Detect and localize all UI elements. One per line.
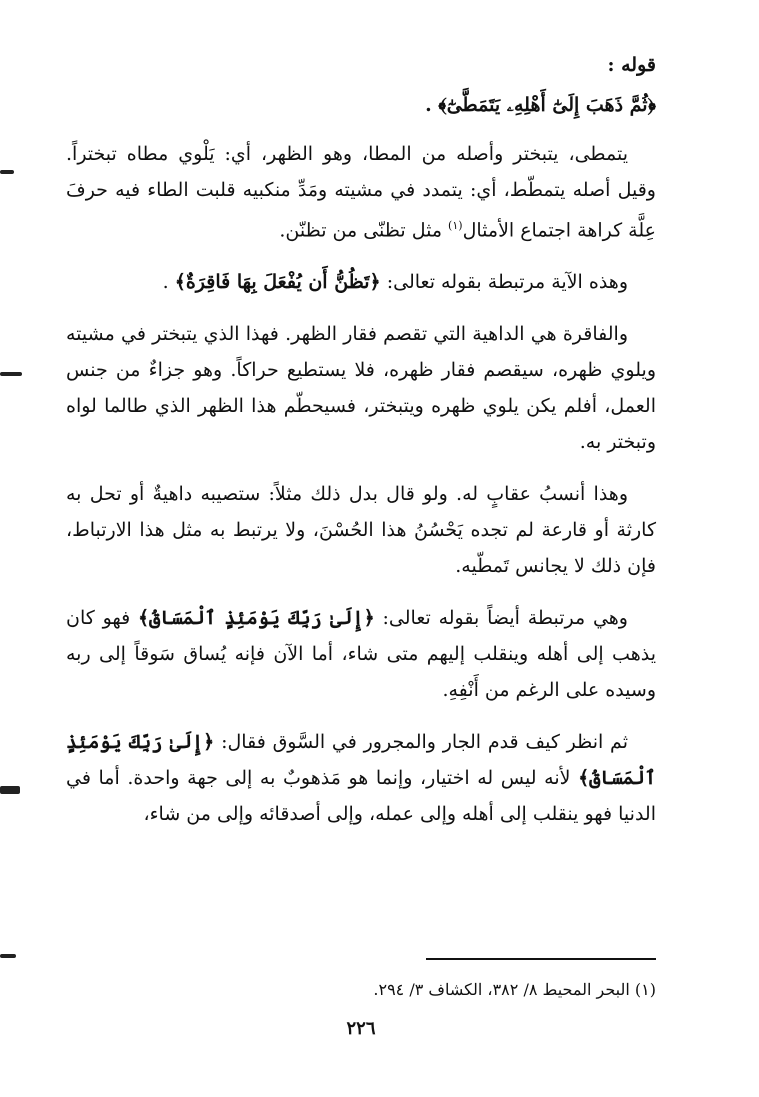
paragraph-6-text-after: لأنه ليس له اختيار، وإنما هو مَذهوبٌ به إلى جهة واحدة. أما في الدنيا فهو ينقلب إلى أهله وإلى عمله، وإلى أصدقائه وإلى من شاء، [66,767,656,826]
footnote: (١) البحر المحيط ٨/ ٣٨٢، الكشاف ٣/ ٢٩٤. [373,980,656,999]
paragraph-1-text: يتمطى، يتبختر وأصله من المطا، وهو الظهر، أي: يَلْوي مطاه تبختراً. وقيل أصله يتمطّط، أي: يتمدد في مشيته ومَدِّ منكبيه قلبت الطاء فيه حرفَ عِلَّة كراهة اجتماع الأمثال [66,143,656,242]
paragraph-2 [66,264,656,300]
heading: قوله : [607,54,656,76]
paragraph-5-verse: ﴿إِلَىٰ رَبِّكَ يَوْمَئِذٍ ٱلْمَسَاقُ﴾ [138,607,375,630]
page-number: ٢٢٦ [346,1018,376,1039]
verse-opening: ﴿ثُمَّ ذَهَبَ إِلَىٰٓ أَهْلِهِۦ يَتَمَطَّىٰٓ﴾ . [425,94,656,116]
book-page [66,38,656,1068]
paragraph-3: والفاقرة هي الداهية التي تقصم فقار الظهر. فهذا الذي يتبختر في مشيته ويلوي ظهره، سيقصم فقار ظهره، فلا يستطيع حراكاً. وهو جزاءٌ من جنس العمل، أفلم يكن يلوي ظهره ويتبختر، فسيحطّم هذا الظهر الذي طالما لواه وتبختر به. [66,323,656,454]
paragraph-5 [66,600,656,708]
paragraph-5-text-after: فهو كان يذهب إلى أهله وينقلب إليهم متى شاء، أما الآن فإنه يُساق سَوقاً إلى ربه وسيده على الرغم من أَنْفِهِ. [66,607,656,702]
margin-mark [0,170,14,174]
footnote-ref[interactable]: (١) [448,219,463,232]
paragraph-6-verse: ﴿إِلَىٰ رَبِّكَ يَوْمَئِذٍ ٱلْمَسَاقُ﴾ [66,731,656,790]
paragraph-2-text: وهذه الآية مرتبطة بقوله تعالى: [380,271,628,294]
paragraph-4: وهذا أنسبُ عقابٍ له. ولو قال بدل ذلك مثلاً: ستصيبه داهيةٌ أو تحل به كارثة أو قارعة لم تجده يَحْسُنُ هذا الحُسْنَ، ولا يرتبط به مثل هذا الارتباط، فإن ذلك لا يجانس تَمطّيه. [66,483,656,578]
paragraph-5-text: وهي مرتبطة أيضاً بقوله تعالى: [374,607,628,630]
margin-mark [0,954,16,958]
paragraph-2-verse: ﴿تَظُنُّ أَن يُفْعَلَ بِهَا فَاقِرَةٌ﴾ [174,271,381,294]
paragraph-1-text-after: مثل تظنّى من تظنّن. [279,219,449,242]
margin-mark [0,372,22,376]
paragraph-6 [66,724,656,832]
paragraph-1 [66,136,656,248]
paragraph-6-text: ثم انظر كيف قدم الجار والمجرور في السَّوق فقال: [214,731,628,754]
footnote-divider [426,958,656,960]
paragraph-2-text-after: . [162,271,175,294]
margin-mark [0,786,20,794]
